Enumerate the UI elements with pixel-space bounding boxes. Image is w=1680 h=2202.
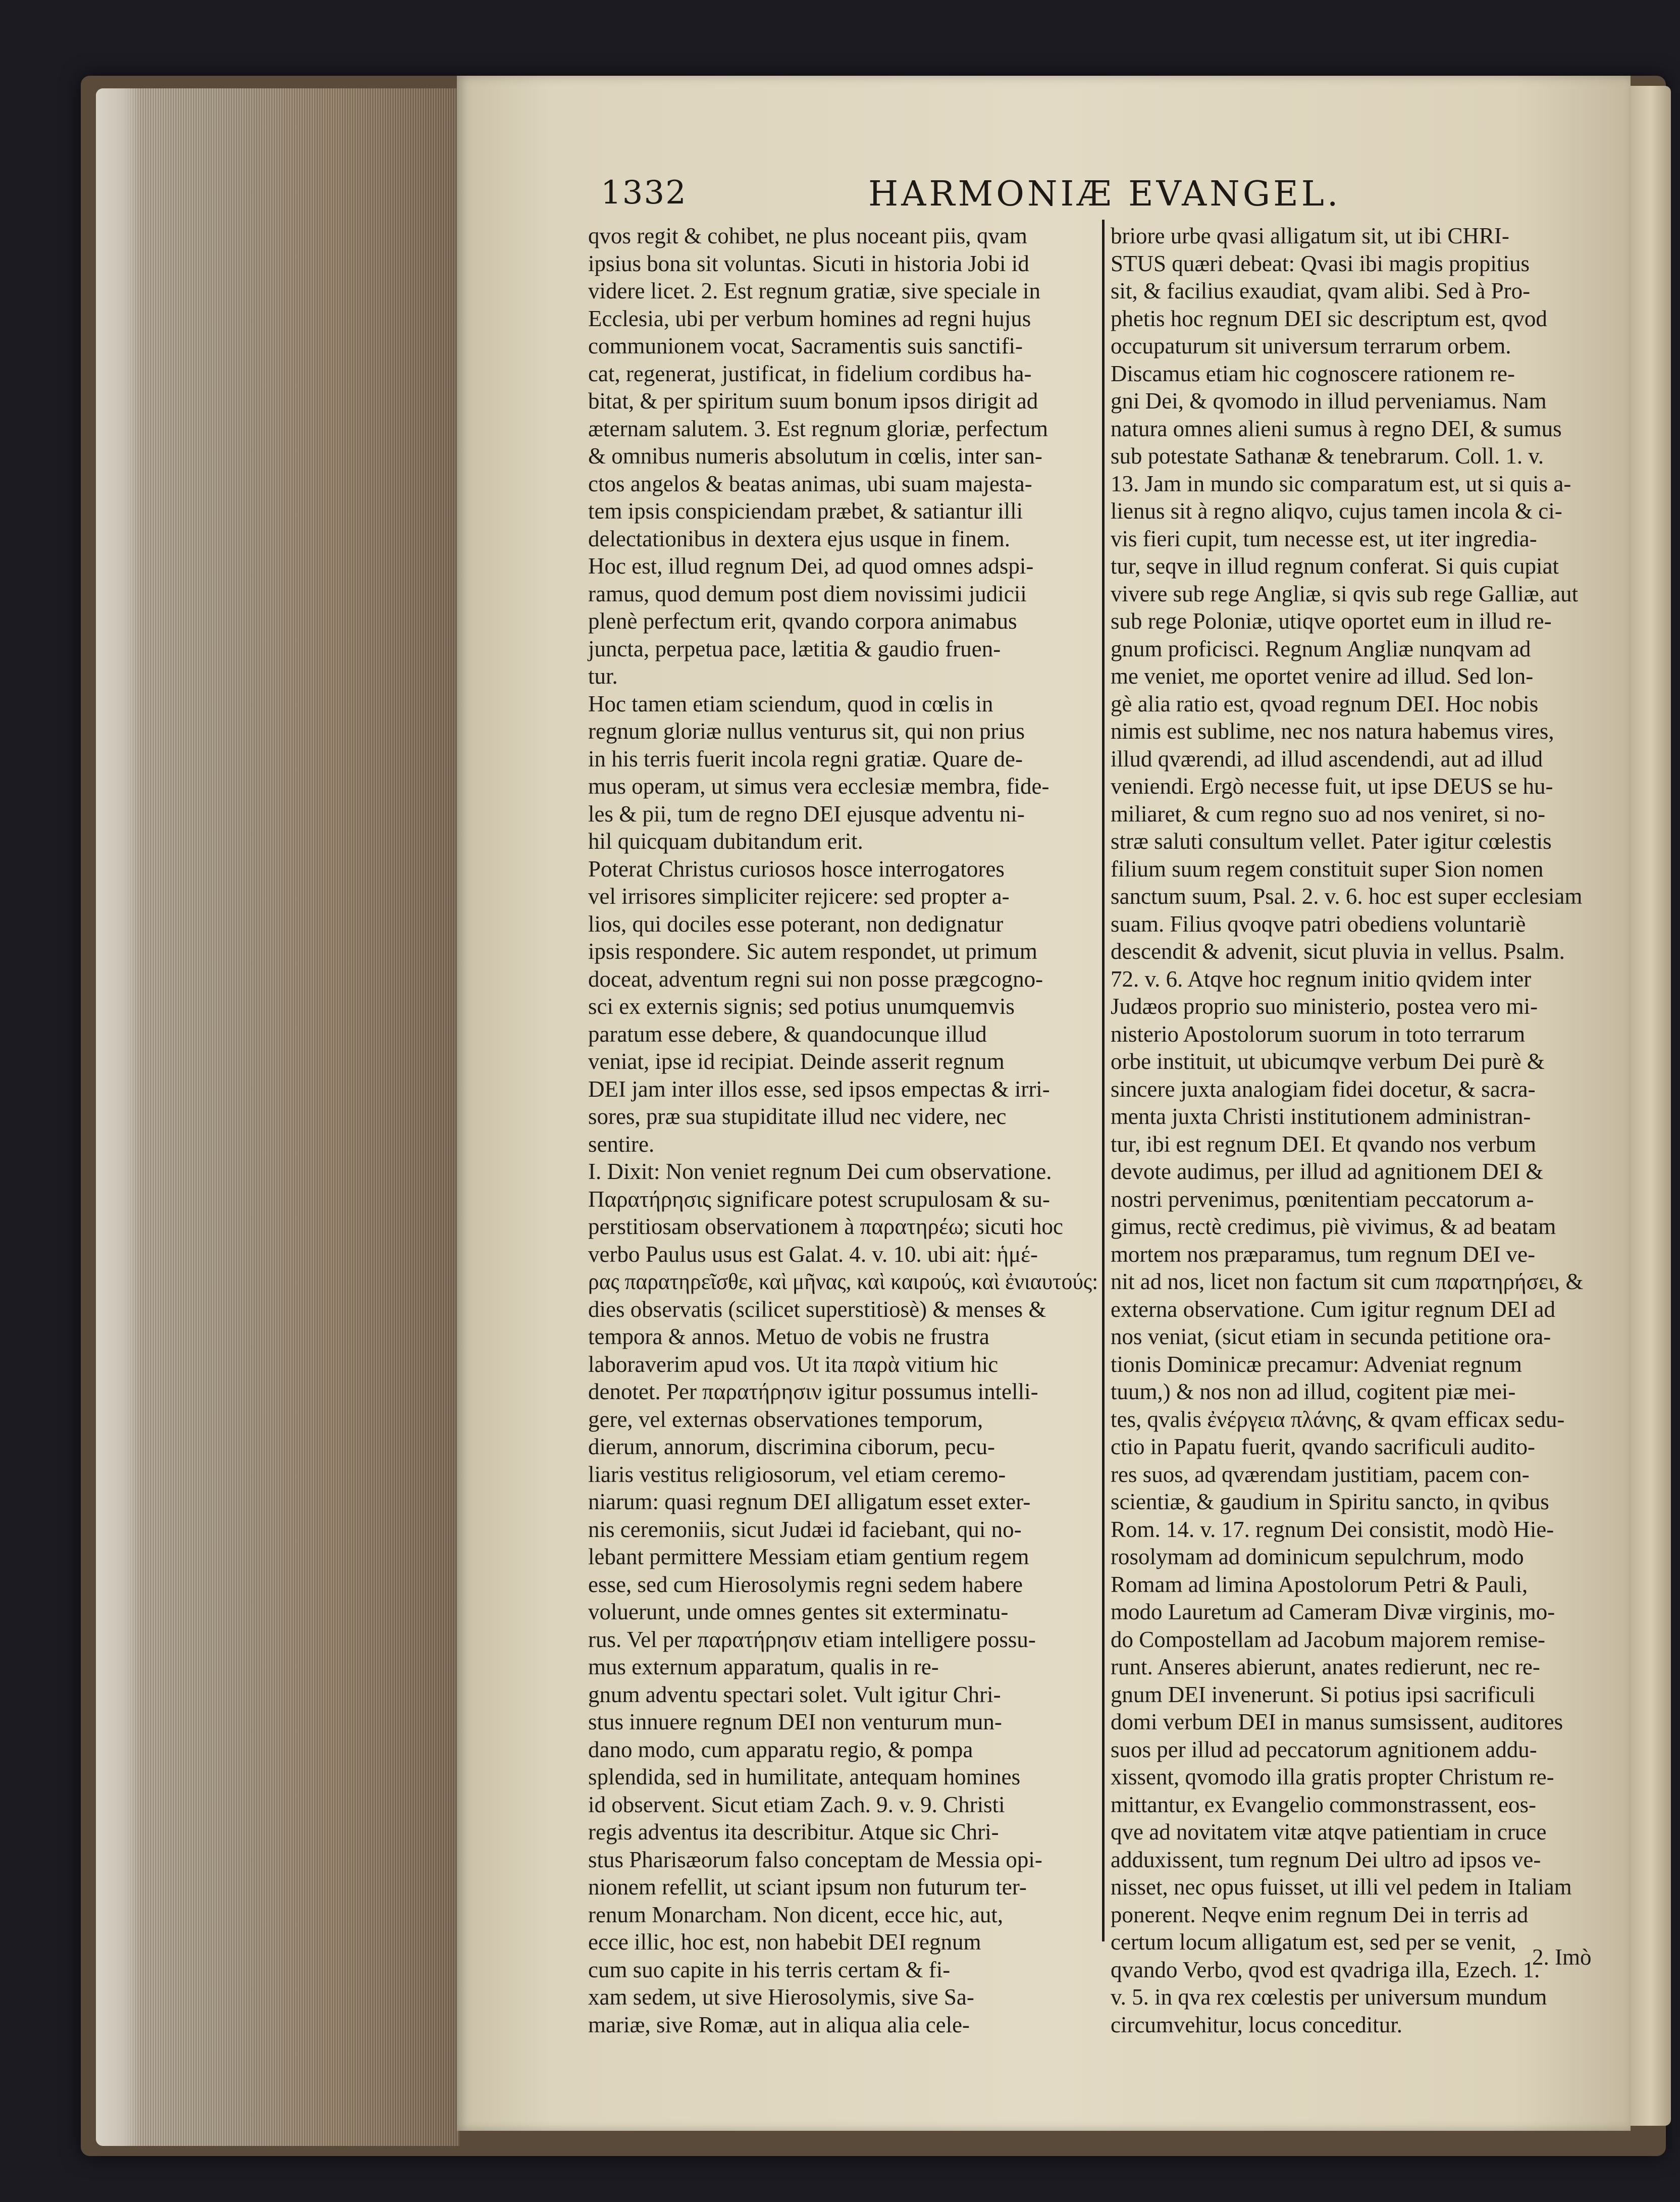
text-line: perstitiosam observationem à παρατηρέω; sicuti hoc (588, 1214, 1064, 1239)
text-line: xam sedem, ut sive Hierosolymis, sive Sa- (588, 1984, 974, 2010)
text-line: gnum proficisci. Regnum Angliæ nunqvam ad (1111, 636, 1531, 661)
text-line: gè alia ratio est, qvoad regnum DEI. Hoc nobis (1111, 691, 1539, 716)
text-line: id observent. Sicut etiam Zach. 9. v. 9. Christi (588, 1791, 1005, 1817)
text-line: adduxissent, tum regnum Dei ultro ad ipsos ve- (1111, 1847, 1541, 1872)
text-line: mus externum apparatum, qualis in re- (588, 1654, 939, 1679)
text-line: nisset, nec opus fuisset, ut illi vel pedem in Italiam (1111, 1874, 1572, 1900)
text-line: plenè perfectum erit, qvando corpora animabus (588, 608, 1017, 634)
text-line: mortem nos præparamus, tum regnum DEI ve- (1111, 1241, 1536, 1267)
text-line: descendit & advenit, sicut pluvia in vellus. Psalm. (1111, 939, 1565, 964)
text-line: niarum: quasi regnum DEI alligatum esset exter- (588, 1489, 1031, 1514)
text-line: ipsius bona sit voluntas. Sicuti in historia Jobi id (588, 250, 1029, 276)
text-line: illud qværendi, ad illud ascendendi, aut ad illud (1111, 746, 1543, 772)
text-line: verbo Paulus usus est Galat. 4. v. 10. ubi ait: ἡμέ- (588, 1241, 1038, 1267)
text-line: ecce illic, hoc est, non habebit DEI regnum (588, 1929, 981, 1955)
facing-page-edge (1631, 86, 1671, 2126)
text-line: cum suo capite in his terris certam & fi- (588, 1957, 951, 1982)
text-line: tionis Dominicæ precamur: Adveniat regnum (1111, 1351, 1522, 1377)
text-line: occupaturum sit universum terrarum orbem. (1111, 333, 1511, 359)
text-line: externa observatione. Cum igitur regnum DEI ad (1111, 1296, 1555, 1322)
text-line: Παρατήρησις significare potest scrupulosam & su- (588, 1186, 1051, 1212)
text-line: æternam salutem. 3. Est regnum gloriæ, perfectum (588, 416, 1048, 441)
text-line: gnum adventu spectari solet. Vult igitur Chri- (588, 1681, 1001, 1707)
page-fore-edge (96, 88, 459, 2146)
text-line: Ecclesia, ubi per verbum homines ad regni hujus (588, 305, 1031, 331)
text-line: gimus, rectè credimus, piè vivimus, & ad beatam (1111, 1214, 1556, 1239)
text-line: tem ipsis conspiciendam præbet, & satiantur illi (588, 498, 1023, 524)
text-line: Rom. 14. v. 17. regnum Dei consistit, modò Hie- (1111, 1516, 1554, 1542)
text-line: tes, qvalis ἐνέργεια πλάνης, & qvam efficax sedu- (1111, 1406, 1565, 1432)
page-number: 1332 (601, 174, 687, 212)
text-line: nos veniat, (sicut etiam in secunda petitione ora- (1111, 1324, 1551, 1349)
text-line: nis ceremoniis, sicut Judæi id faciebant, qui no- (588, 1516, 1022, 1542)
text-line: briore urbe qvasi alligatum sit, ut ibi CHRI- (1111, 223, 1509, 248)
text-line: I. Dixit: Non veniet regnum Dei cum observatione. (588, 1159, 1052, 1184)
text-line: mariæ, sive Romæ, aut in aliqua alia cele- (588, 2012, 970, 2037)
text-line: les & pii, tum de regno DEI ejusque adventu ni- (588, 801, 1025, 827)
text-line: & omnibus numeris absolutum in cœlis, inter san- (588, 443, 1042, 469)
text-line: domi verbum DEI in manus sumsissent, auditores (1111, 1709, 1563, 1734)
text-line: delectationibus in dextera ejus usque in finem. (588, 526, 1011, 551)
text-line: ctos angelos & beatas animas, ubi suam majesta- (588, 471, 1032, 496)
text-line: vivere sub rege Angliæ, si qvis sub rege Galliæ, aut (1111, 581, 1579, 606)
text-line: sub potestate Sathanæ & tenebrarum. Coll. 1. v. (1111, 443, 1544, 469)
text-line: scientiæ, & gaudium in Spiritu sancto, in qvibus (1111, 1489, 1549, 1514)
text-line: res suos, ad qværendam justitiam, pacem con- (1111, 1461, 1530, 1487)
text-line: devote audimus, per illud ad agnitionem DEI & (1111, 1159, 1544, 1184)
text-line: tempora & annos. Metuo de vobis ne frustra (588, 1324, 989, 1349)
text-line: do Compostellam ad Jacobum majorem remise- (1111, 1626, 1546, 1652)
right-text-column (1111, 222, 1595, 2038)
text-line: 72. v. 6. Atqve hoc regnum initio qvidem inter (1111, 966, 1532, 992)
text-line: ramus, quod demum post diem novissimi judicii (588, 581, 1027, 606)
page-header (601, 174, 1590, 220)
text-line: regis adventus ita describitur. Atque sic Chri- (588, 1819, 999, 1845)
text-line: circumvehitur, locus conceditur. (1111, 2012, 1403, 2037)
text-line: me veniet, me oportet venire ad illud. Sed lon- (1111, 663, 1534, 689)
text-line: sit, & facilius exaudiat, qvam alibi. Sed à Pro- (1111, 278, 1531, 303)
catchword: 2. Imò (1532, 1944, 1592, 1970)
text-line: DEI jam inter illos esse, sed ipsos empectas & irri- (588, 1076, 1050, 1102)
text-line: nisterio Apostolorum suorum in toto terrarum (1111, 1021, 1526, 1047)
text-line: sincere juxta analogiam fidei docetur, & sacra- (1111, 1076, 1536, 1102)
text-line: regnum gloriæ nullus venturus sit, qui non prius (588, 719, 1025, 744)
text-line: ρας παρατηρεῖσθε, καὶ μῆνας, καὶ καιρούς, καὶ ἐνιαυτούς: (588, 1269, 1098, 1294)
text-line: menta juxta Christi institutionem administran- (1111, 1104, 1531, 1129)
text-line: lienus sit à regno aliqvo, cujus tamen incola & ci- (1111, 498, 1562, 524)
column-divider-rule (1102, 220, 1105, 1941)
text-line: orbe instituit, ut ubicumqve verbum Dei purè & (1111, 1049, 1545, 1074)
text-line: certum locum alligatum est, sed per se venit, (1111, 1929, 1516, 1955)
text-line: bitat, & per spiritum suum bonum ipsos dirigit ad (588, 388, 1038, 414)
text-line: 13. Jam in mundo sic comparatum est, ut si quis a- (1111, 471, 1571, 496)
text-line: ctio in Papatu fuerit, qvando sacrificuli audito- (1111, 1434, 1536, 1459)
text-line: Judæos proprio suo ministerio, postea vero mi- (1111, 994, 1538, 1019)
text-line: sentire. (588, 1131, 655, 1157)
text-line: sci ex externis signis; sed potius unumquemvis (588, 994, 1015, 1019)
text-line: liaris vestitus religiosorum, vel etiam ceremo- (588, 1461, 1006, 1487)
text-line: qvando Verbo, qvod est qvadriga illa, Ezech. 1. (1111, 1957, 1540, 1982)
text-line: STUS quæri debeat: Qvasi ibi magis propitius (1111, 250, 1530, 276)
text-line: runt. Anseres abierunt, anates redierunt, nec re- (1111, 1654, 1540, 1679)
text-line: veniat, ipse id recipiat. Deinde asserit regnum (588, 1049, 1005, 1074)
text-line: lebant permittere Messiam etiam gentium regem (588, 1544, 1029, 1569)
text-line: qvos regit & cohibet, ne plus noceant piis, qvam (588, 223, 1027, 248)
text-line: Poterat Christus curiosos hosce interrogatores (588, 856, 1005, 882)
text-line: videre licet. 2. Est regnum gratiæ, sive speciale in (588, 278, 1040, 303)
text-line: ipsis respondere. Sic autem respondet, ut primum (588, 939, 1037, 964)
text-line: Hoc est, illud regnum Dei, ad quod omnes adspi- (588, 553, 1034, 579)
text-line: vis fieri cupit, tum necesse est, ut iter ingredia- (1111, 526, 1537, 551)
text-line: sores, præ sua stupiditate illud nec videre, nec (588, 1104, 1007, 1129)
text-line: suos per illud ad peccatorum agnitionem addu- (1111, 1736, 1537, 1762)
text-line: hil quicquam dubitandum erit. (588, 829, 863, 854)
text-line: phetis hoc regnum DEI sic descriptum est, qvod (1111, 305, 1547, 331)
text-line: doceat, adventum regni sui non posse prægcogno- (588, 966, 1043, 992)
text-line: laboraverim apud vos. Ut ita παρὰ vitium hic (588, 1351, 999, 1377)
text-line: dano modo, cum apparatu regio, & pompa (588, 1736, 973, 1762)
text-line: Romam ad limina Apostolorum Petri & Pauli, (1111, 1571, 1528, 1597)
text-line: mus operam, ut simus vera ecclesiæ membra, fide- (588, 774, 1049, 799)
text-line: splendida, sed in humilitate, antequam homines (588, 1764, 1021, 1789)
text-line: filium suum regem constituit super Sion nomen (1111, 856, 1544, 882)
text-line: esse, sed cum Hierosolymis regni sedem habere (588, 1571, 1023, 1597)
text-line: dierum, annorum, discrimina ciborum, pecu- (588, 1434, 995, 1459)
text-line: renum Monarcham. Non dicent, ecce hic, aut, (588, 1902, 1004, 1927)
text-line: tur, seqve in illud regnum conferat. Si quis cupiat (1111, 553, 1559, 579)
running-title: HARMONIÆ EVANGEL. (868, 174, 1341, 214)
text-line: cat, regenerat, justificat, in fidelium cordibus ha- (588, 361, 1032, 386)
fore-edge-highlight (96, 88, 141, 2146)
text-line: miliaret, & cum regno suo ad nos veniret, si no- (1111, 801, 1546, 827)
text-line: gni Dei, & qvomodo in illud perveniamus. Nam (1111, 388, 1547, 414)
text-line: vel irrisores simpliciter rejicere: sed propter a- (588, 884, 1010, 909)
text-line: rosolymam ad dominicum sepulchrum, modo (1111, 1544, 1524, 1569)
text-line: rus. Vel per παρατήρησιν etiam intelligere possu- (588, 1626, 1036, 1652)
text-line: veniendi. Ergò necesse fuit, ut ipse DEUS se hu- (1111, 774, 1553, 799)
text-line: juncta, perpetua pace, lætitia & gaudio fruen- (588, 636, 1001, 661)
text-line: mittantur, ex Evangelio commonstrassent, eos- (1111, 1791, 1537, 1817)
text-line: tur, ibi est regnum DEI. Et qvando nos verbum (1111, 1131, 1537, 1157)
text-line: sanctum suum, Psal. 2. v. 6. hoc est super ecclesiam (1111, 884, 1583, 909)
text-line: natura omnes alieni sumus à regno DEI, & sumus (1111, 416, 1562, 441)
text-line: voluerunt, unde omnes gentes sit exterminatu- (588, 1599, 1009, 1624)
text-line: gere, vel externas observationes temporum, (588, 1406, 983, 1432)
text-line: modo Lauretum ad Cameram Divæ virginis, mo- (1111, 1599, 1555, 1624)
text-line: nimis est sublime, nec nos natura habemus vires, (1111, 719, 1554, 744)
text-line: stus Pharisæorum falso conceptam de Messia opi- (588, 1847, 1042, 1872)
text-line: denotet. Per παρατήρησιν igitur possumus intelli- (588, 1379, 1038, 1404)
text-line: tur. (588, 663, 618, 689)
text-line: stus innuere regnum DEI non venturum mun- (588, 1709, 1002, 1734)
text-line: stræ saluti consultum vellet. Pater igitur cœlestis (1111, 829, 1552, 854)
text-line: nit ad nos, licet non factum sit cum παρατηρήσει, & (1111, 1269, 1584, 1294)
text-line: nionem refellit, ut sciant ipsum non futurum ter- (588, 1874, 1027, 1900)
text-line: xissent, qvomodo illa gratis propter Christum re- (1111, 1764, 1554, 1789)
text-line: gnum DEI invenerunt. Si potius ipsi sacrificuli (1111, 1681, 1536, 1707)
text-line: lios, qui dociles esse poterant, non dedignatur (588, 911, 1004, 937)
text-line: tuum,) & nos non ad illud, cogitent piæ mei- (1111, 1379, 1516, 1404)
text-line: in his terris fuerit incola regni gratiæ. Quare de- (588, 746, 1023, 772)
text-line: qve ad novitatem vitæ atqve patientiam in cruce (1111, 1819, 1547, 1845)
left-text-column (588, 222, 1098, 2038)
text-line: v. 5. in qva rex cœlestis per universum mundum (1111, 1984, 1547, 2010)
text-line: paratum esse debere, & quandocunque illud (588, 1021, 987, 1047)
text-line: communionem vocat, Sacramentis suis sanctifi- (588, 333, 1023, 359)
text-line: dies observatis (scilicet superstitiosè) & menses & (588, 1296, 1046, 1322)
text-line: Discamus etiam hic cognoscere rationem re- (1111, 361, 1515, 386)
text-line: Hoc tamen etiam sciendum, quod in cœlis in (588, 691, 993, 716)
text-line: sub rege Poloniæ, utiqve oportet eum in illud re- (1111, 608, 1552, 634)
text-line: suam. Filius qvoqve patri obediens voluntariè (1111, 911, 1526, 937)
text-line: ponerent. Neqve enim regnum Dei in terris ad (1111, 1902, 1529, 1927)
text-line: nostri pervenimus, pœnitentiam peccatorum a- (1111, 1186, 1534, 1212)
